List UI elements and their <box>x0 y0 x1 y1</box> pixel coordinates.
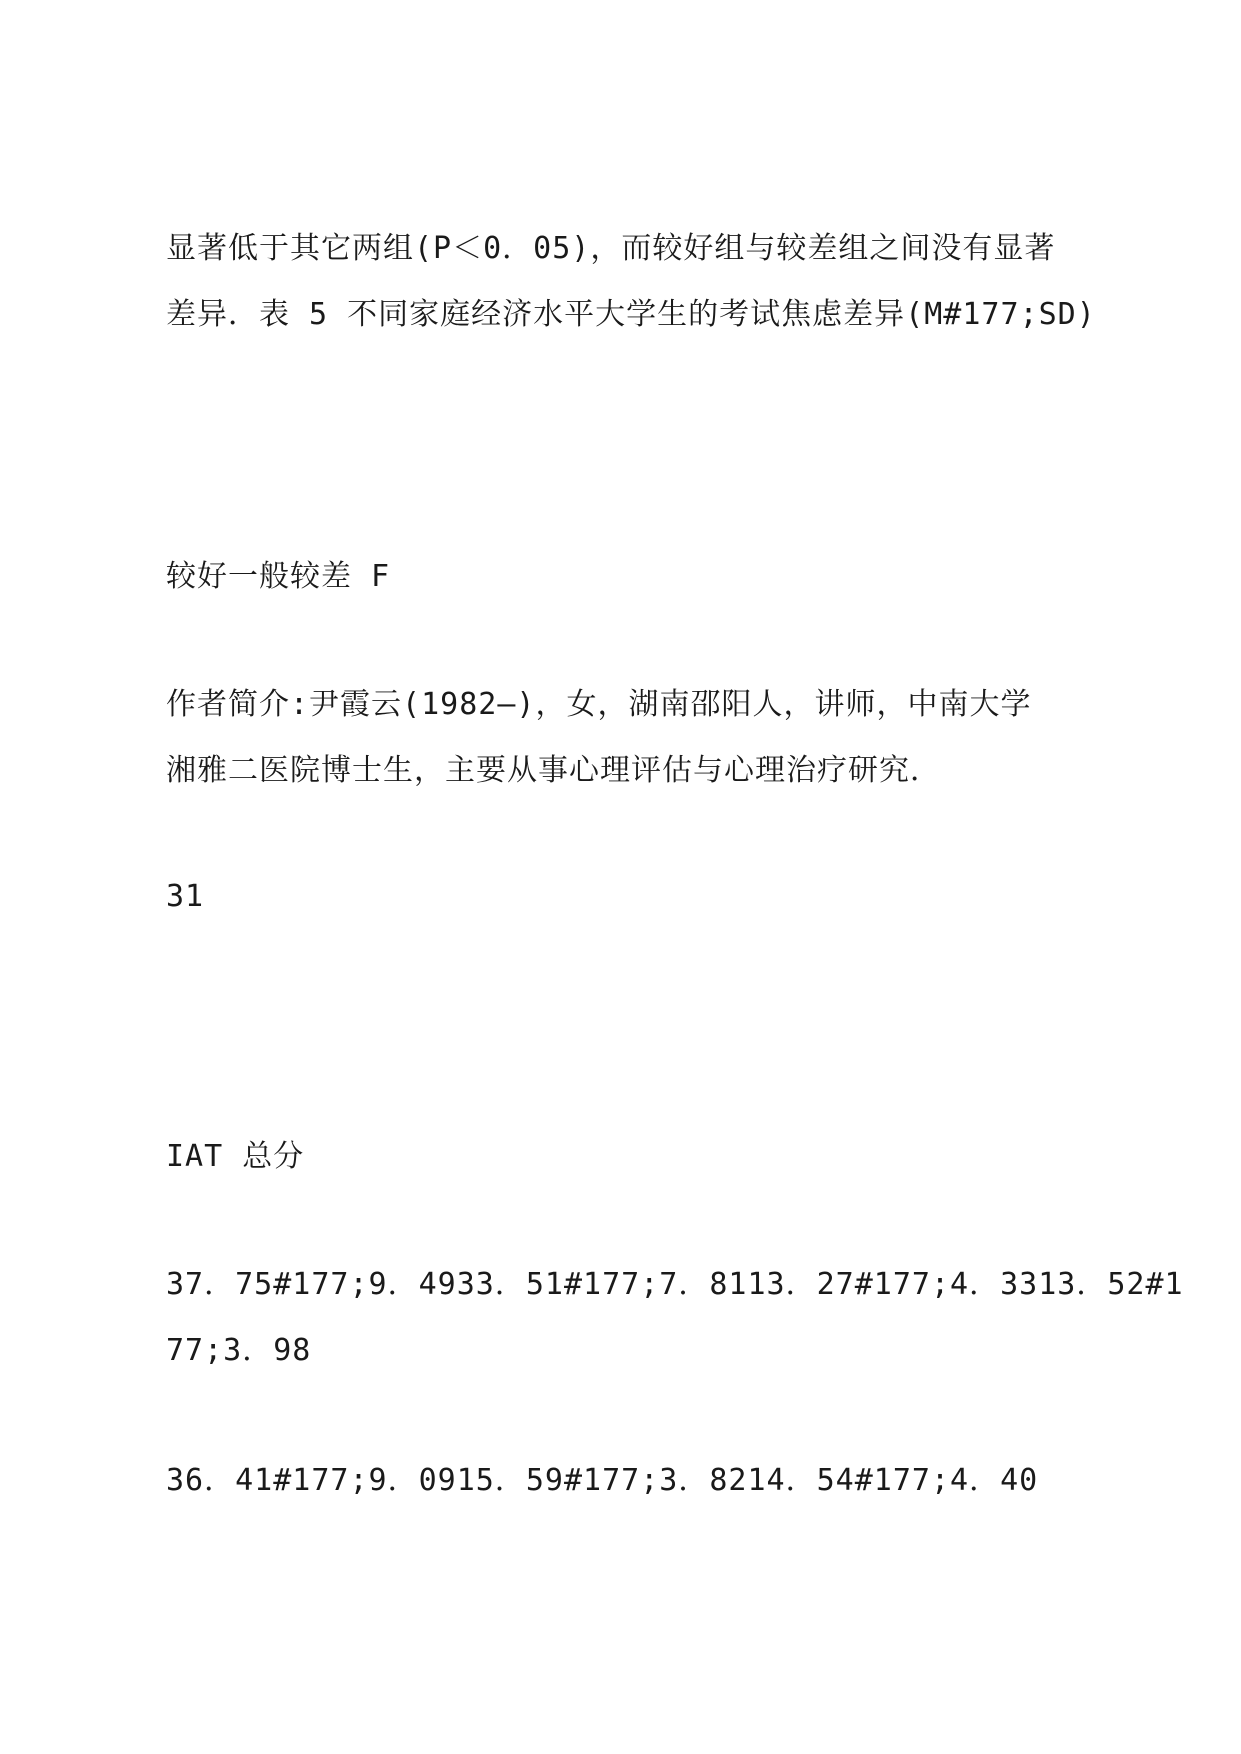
text-line-author-bio: 作者简介:尹霞云(1982—)，女，湖南邵阳人，讲师，中南大学 <box>166 687 1032 722</box>
text-line-row-values-continued: 77;3．98 <box>166 1333 312 1368</box>
text-line-author-bio-continued: 湘雅二医院博士生，主要从事心理评估与心理治疗研究． <box>166 753 941 788</box>
text-line-table-caption: 差异．表 5 不同家庭经济水平大学生的考试焦虑差异(M#177;SD) <box>166 297 1096 332</box>
text-line-table-header: 较好一般较差 F <box>166 559 391 594</box>
text-line-row-values: 37．75#177;9．4933．51#177;7．8113．27#177;4．3313．52#1 <box>166 1267 1184 1302</box>
text-line-result-statement: 显著低于其它两组(P＜0．05)，而较好组与较差组之间没有显著 <box>166 231 1056 266</box>
page-number: 31 <box>166 879 205 914</box>
text-line-row-label: IAT 总分 <box>166 1139 305 1174</box>
text-line-row-values-second: 36．41#177;9．0915．59#177;3．8214．54#177;4．40 <box>166 1463 1039 1498</box>
